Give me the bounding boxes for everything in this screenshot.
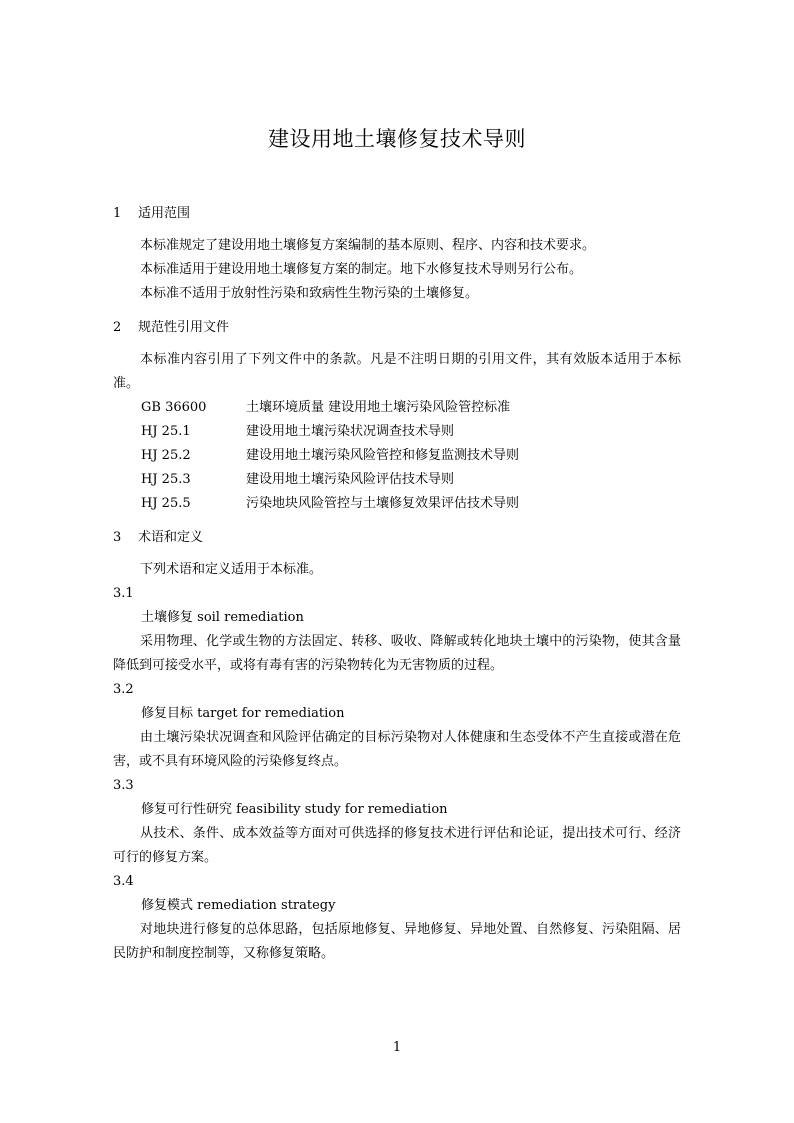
term-zh: 修复可行性研究 [141,802,233,817]
term-zh: 修复模式 [141,898,194,913]
reference-row [113,444,681,468]
reference-name: 建设用地土壤污染风险评估技术导则 [246,472,455,487]
term-definition: 从技术、条件、成本效益等方面对可供选择的修复技术进行评估和论证，提出技术可行、经济可行的修复方案。 [113,826,681,865]
section-number: 3 [113,530,122,545]
paragraph: 本标准不适用于放射性污染和致病性生物污染的土壤修复。 [140,286,479,301]
reference-code: GB 36600 [141,400,207,415]
reference-row [113,396,681,420]
term-en: remediation strategy [197,898,336,913]
section-number: 2 [113,320,122,335]
term-heading [113,702,681,726]
term-definition: 采用物理、化学或生物的方法固定、转移、吸收、降解或转化地块土壤中的污染物，使其含量降低到可接受水平，或将有毒有害的污染物转化为无害物质的过程。 [113,634,681,673]
paragraph: 本标准内容引用了下列文件中的条款。凡是不注明日期的引用文件，其有效版本适用于本标准。 [113,352,681,391]
reference-name: 土壤环境质量 建设用地土壤污染风险管控标准 [246,400,511,415]
reference-row [113,468,681,492]
section-title: 术语和定义 [138,530,204,545]
section-3-heading [113,527,681,549]
term-definition: 对地块进行修复的总体思路，包括原地修复、异地修复、异地处置、自然修复、污染阻隔、居民防护和制度控制等，又称修复策略。 [113,922,681,961]
reference-code: HJ 25.3 [141,472,191,487]
paragraph: 本标准规定了建设用地土壤修复方案编制的基本原则、程序、内容和技术要求。 [140,238,596,253]
term-zh: 修复目标 [141,706,194,721]
term-en: feasibility study for remediation [236,802,448,817]
term-en: soil remediation [197,610,304,625]
term-number: 3.4 [113,874,134,889]
reference-row [113,420,681,444]
page-title: 建设用地土壤修复技术导则 [268,127,526,151]
term-number: 3.2 [113,682,134,697]
reference-code: HJ 25.2 [141,448,191,463]
reference-name: 建设用地土壤污染状况调查技术导则 [246,424,455,439]
document-body [113,203,681,966]
reference-name: 污染地块风险管控与土壤修复效果评估技术导则 [246,496,520,511]
term-zh: 土壤修复 [141,610,194,625]
section-2-heading [113,317,681,339]
section-number: 1 [113,206,122,221]
paragraph: 本标准适用于建设用地土壤修复方案的制定。地下水修复技术导则另行公布。 [140,262,583,277]
section-1-heading [113,203,681,225]
reference-name: 建设用地土壤污染风险管控和修复监测技术导则 [246,448,520,463]
reference-row [113,492,681,516]
reference-code: HJ 25.5 [141,496,191,511]
term-heading [113,606,681,630]
section-title: 适用范围 [138,206,191,221]
section-title: 规范性引用文件 [138,320,230,335]
reference-code: HJ 25.1 [141,424,191,439]
page-number: 1 [392,1040,402,1055]
term-number: 3.3 [113,778,134,793]
term-number: 3.1 [113,586,134,601]
term-definition: 由土壤污染状况调查和风险评估确定的目标污染物对人体健康和生态受体不产生直接或潜在危害，或不具有环境风险的污染修复终点。 [113,730,681,769]
term-en: target for remediation [197,706,345,721]
paragraph: 下列术语和定义适用于本标准。 [140,562,323,577]
term-heading [113,798,681,822]
term-heading [113,894,681,918]
